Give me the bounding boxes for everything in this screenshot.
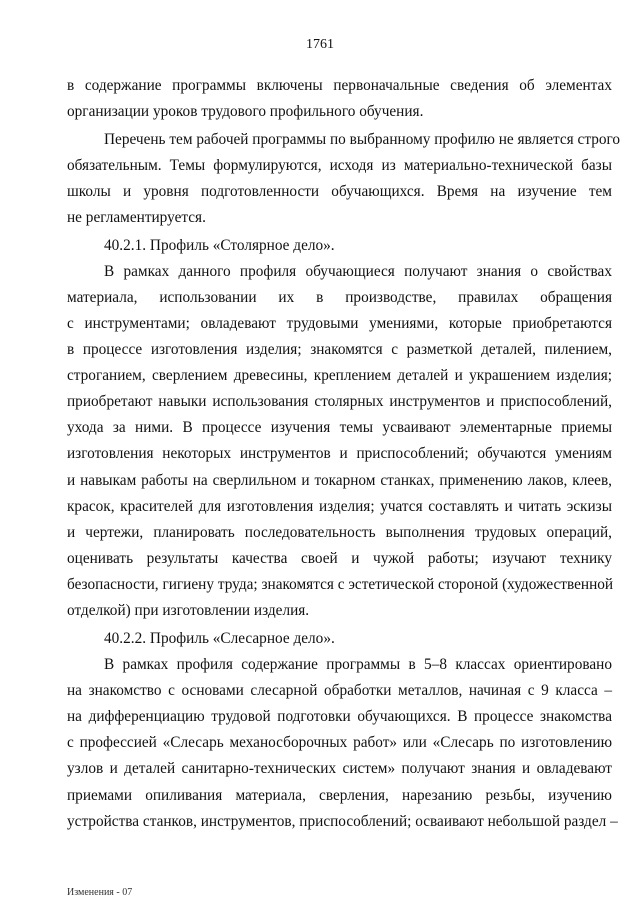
text-line: материала, использовании их в производстве, правилах обращения	[67, 289, 612, 306]
text-line: и навыкам работы на сверлильном и токарном станках, применению лаков, клеев,	[67, 472, 612, 489]
text-line: приемами опиливания материала, сверления, нарезанию резьбы, изучению	[67, 787, 612, 804]
text-line: на знакомство с основами слесарной обработки металлов, начиная с 9 класса –	[67, 682, 612, 699]
text-line: безопасности, гигиену труда; знакомятся с эстетической стороной (художественной	[67, 576, 614, 593]
paragraph-first-line: В рамках профиля содержание программы в 5–8 классах ориентировано	[104, 656, 612, 673]
text-line: в процессе изготовления изделия; знакомятся с разметкой деталей, пилением,	[67, 341, 612, 358]
section-heading: 40.2.2. Профиль «Слесарное дело».	[104, 630, 335, 647]
paragraph-first-line: В рамках данного профиля обучающиеся получают знания о свойствах	[104, 263, 612, 280]
text-line: изготовления некоторых инструментов и приспособлений; обучаются умениям	[67, 445, 612, 462]
text-line: оценивать результаты качества своей и чужой работы; изучают технику	[67, 550, 612, 567]
text-line: ухода за ними. В процессе изучения темы усваивают элементарные приемы	[67, 419, 612, 436]
text-line: отделкой) при изготовлении изделия.	[67, 602, 310, 619]
text-line: обязательным. Темы формулируются, исходя из материально-технической базы	[67, 157, 612, 174]
text-line: строганием, сверлением древесины, креплением деталей и украшением изделия;	[67, 367, 612, 384]
text-line: устройства станков, инструментов, приспособлений; осваивают небольшой раздел –	[67, 813, 618, 830]
text-line: на дифференциацию трудовой подготовки обучающихся. В процессе знакомства	[67, 708, 612, 725]
footer-note: Изменения - 07	[67, 887, 133, 898]
text-line: с профессией «Слесарь механосборочных работ» или «Слесарь по изготовлению	[67, 734, 612, 751]
paragraph-first-line: Перечень тем рабочей программы по выбранному профилю не является строго	[104, 131, 621, 148]
text-line: красок, красителей для изготовления изделия; учатся составлять и читать эскизы	[67, 498, 612, 515]
text-line: в содержание программы включены первоначальные сведения об элементах	[67, 77, 612, 94]
text-line: школы и уровня подготовленности обучающихся. Время на изучение тем	[67, 183, 612, 200]
text-line: и чертежи, планировать последовательность выполнения трудовых операций,	[67, 524, 612, 541]
text-line: организации уроков трудового профильного обучения.	[67, 103, 424, 120]
text-line: не регламентируется.	[67, 209, 206, 226]
text-line: узлов и деталей санитарно-технических систем» получают знания и овладевают	[67, 760, 612, 777]
text-line: приобретают навыки использования столярных инструментов и приспособлений,	[67, 393, 612, 410]
section-heading: 40.2.1. Профиль «Столярное дело».	[104, 237, 335, 254]
text-line: с инструментами; овладевают трудовыми умениями, которые приобретаются	[67, 315, 612, 332]
page-number: 1761	[306, 37, 334, 52]
